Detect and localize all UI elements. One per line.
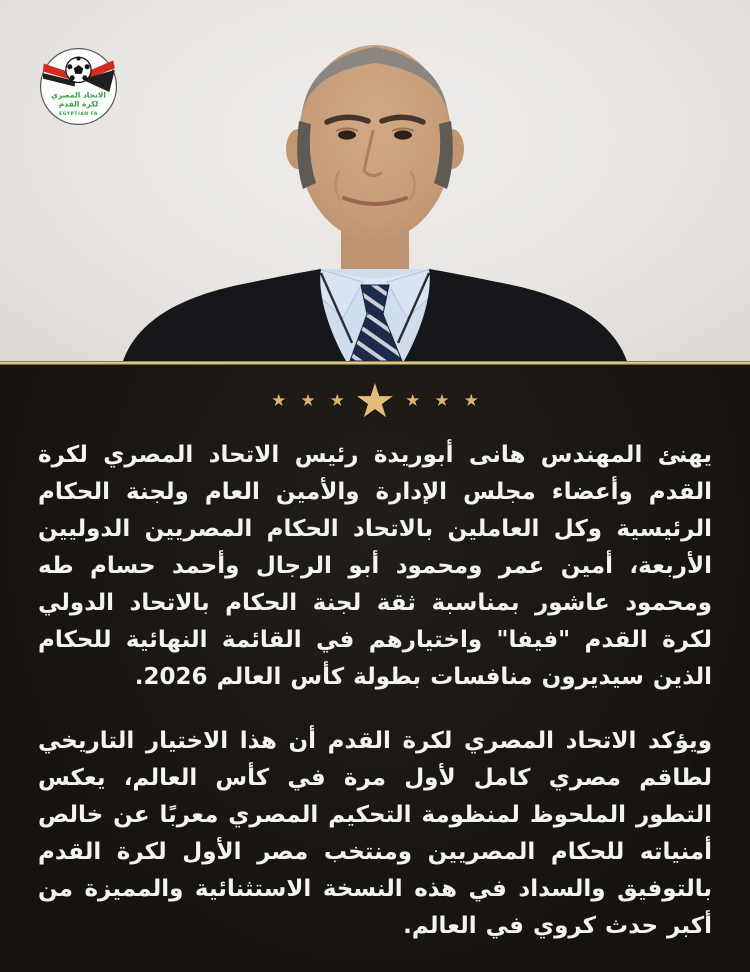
portrait-photo [115,21,635,361]
efa-logo-icon [39,47,118,126]
photo-section [0,0,750,361]
soccer-ball-icon [66,56,91,82]
announcement-paragraph-2: ويؤكد الاتحاد المصري لكرة القدم أن هذا الاختيار التاريخي لطاقم مصري كامل لأول مرة في كأس العالم، يعكس التطور الملحوظ لمنظومة التحكيم المصري معربًا عن خالص أمنياته للحكام المصريين ومنتخب مصر الأول لكرة القدم بالتوفيق والسداد في هذه النسخة الاستثنائية والمميزة من أكبر حدث كروي في العالم. [38,728,712,939]
president-portrait-illustration [115,21,635,361]
star-icon: ★ [329,390,345,411]
logo-english-text: EGYPTIAN FA [58,111,99,117]
announcement-paragraph-1: يهنئ المهندس هانى أبوريدة رئيس الاتحاد المصري لكرة القدم وأعضاء مجلس الإدارة والأمين العام ولجنة الحكام الرئيسية وكل العاملين بالاتحاد الحكام المصريين الدوليين الأربعة، أمين عمر ومحمود أبو الرجال وأحمد حسام طه ومحمود عاشور بمناسبة ثقة لجنة الحكام بالاتحاد الدولي لكرة القدم "فيفا" واختيارهم في القائمة النهائية للحكام الذين سيديرون منافسات بطولة كأس العالم 2026. [38,442,712,690]
star-icon: ★ [300,390,316,411]
big-star-icon: ★ [353,373,397,429]
star-icon: ★ [463,390,479,411]
logo-arabic-line2: لكرة القدم [58,99,99,109]
star-icon: ★ [434,390,450,411]
logo-arabic-line1: الاتحاد المصري [51,90,106,100]
star-icon: ★ [271,390,287,411]
star-icon: ★ [405,390,421,411]
announcement-section [0,365,750,972]
stars-divider [38,375,712,427]
efa-logo [39,47,118,126]
